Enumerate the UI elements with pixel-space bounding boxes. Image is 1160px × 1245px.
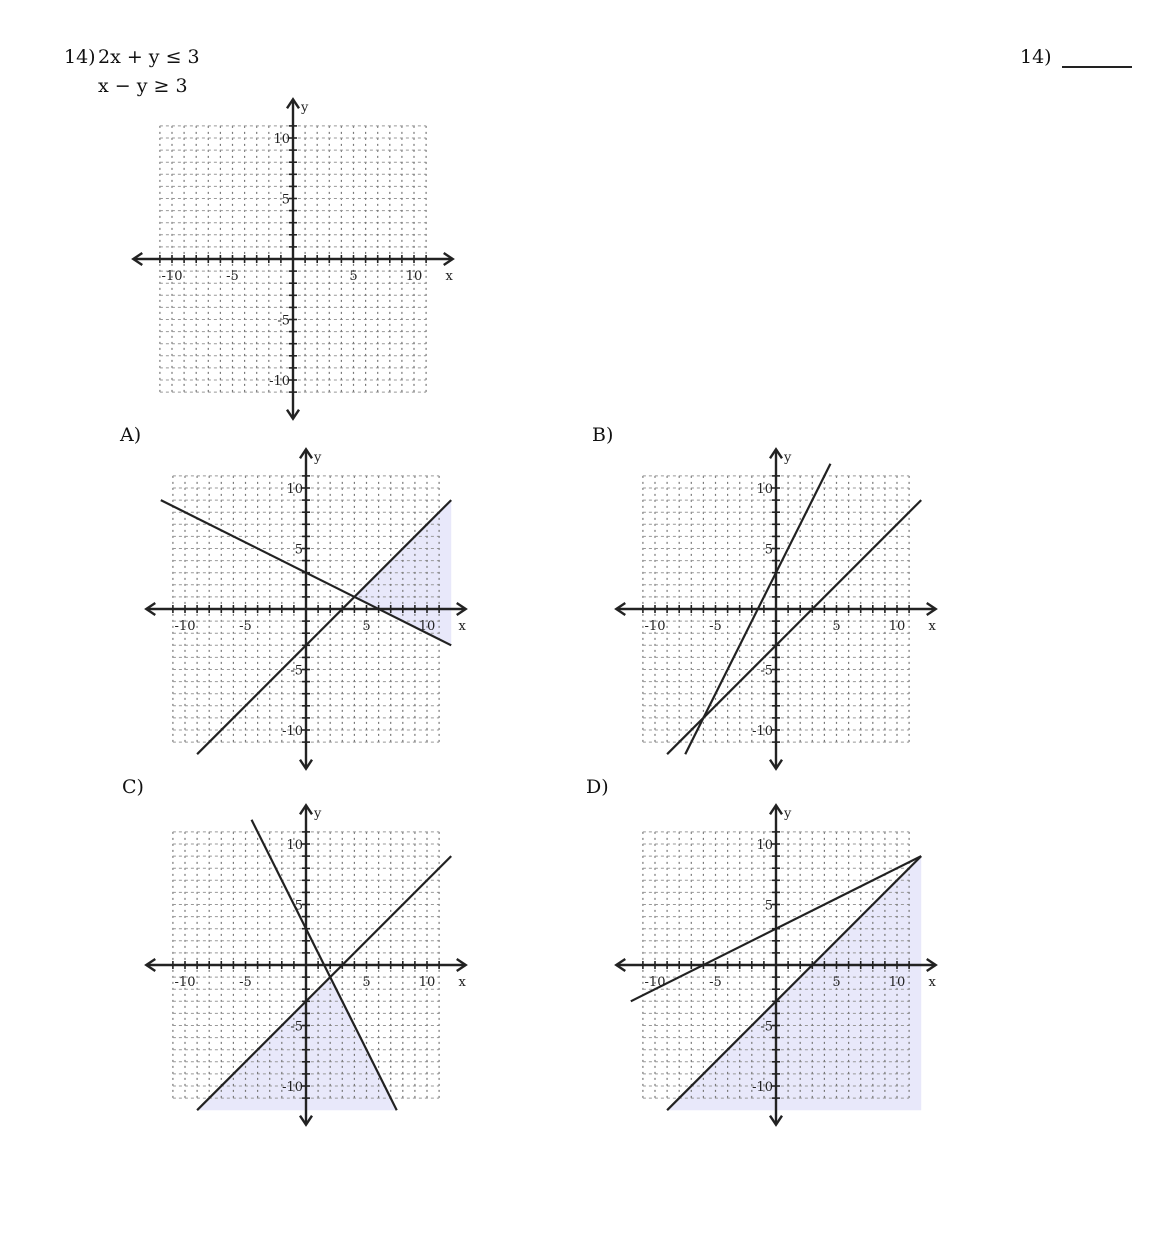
x-tick-label: -10 [644, 975, 666, 990]
x-tick-label: -5 [709, 975, 722, 990]
y-tick-label: -5 [760, 1019, 773, 1035]
x-tick-label: 5 [362, 619, 371, 634]
x-axis-label: x [445, 269, 453, 284]
x-tick-label: 5 [832, 975, 841, 990]
y-axis-label: y [784, 450, 792, 466]
x-tick-label: 10 [418, 619, 436, 634]
graph-choice-c [143, 802, 473, 1132]
y-tick-label: -5 [277, 313, 290, 329]
answer-blank[interactable] [1062, 66, 1132, 68]
y-axis-label: y [784, 806, 792, 822]
y-tick-label: -10 [269, 374, 290, 389]
y-tick-label: 10 [756, 482, 773, 497]
x-axis-label: x [928, 975, 936, 990]
y-tick-label: -10 [752, 724, 773, 739]
y-tick-label: 5 [294, 542, 303, 558]
y-tick-label: 10 [286, 838, 303, 853]
x-tick-label: 10 [418, 975, 436, 990]
x-tick-label: -5 [239, 975, 252, 990]
question-number: 14) [64, 46, 96, 68]
choice-label-d[interactable]: D) [586, 776, 609, 798]
y-tick-label: 5 [764, 898, 773, 914]
x-tick-label: 5 [349, 269, 358, 284]
y-tick-label: -5 [290, 1019, 303, 1035]
x-tick-label: 10 [888, 975, 906, 990]
x-tick-label: -10 [174, 619, 196, 634]
y-tick-label: 5 [764, 542, 773, 558]
x-tick-label: -5 [226, 269, 239, 284]
choice-label-c[interactable]: C) [122, 776, 144, 798]
y-axis-label: y [314, 806, 322, 822]
choice-label-b[interactable]: B) [592, 424, 614, 446]
x-tick-label: -10 [174, 975, 196, 990]
x-tick-label: 5 [362, 975, 371, 990]
x-tick-label: -5 [239, 619, 252, 634]
choice-label-a[interactable]: A) [120, 424, 142, 446]
x-axis-label: x [458, 975, 466, 990]
x-tick-label: -10 [161, 269, 183, 284]
inequality-2: x − y ≥ 3 [98, 75, 188, 97]
graph-choice-d [613, 802, 943, 1132]
y-tick-label: -10 [282, 724, 303, 739]
y-tick-label: 10 [286, 482, 303, 497]
y-tick-label: -5 [760, 663, 773, 679]
x-tick-label: -10 [644, 619, 666, 634]
x-tick-label: 10 [405, 269, 423, 284]
y-tick-label: 10 [273, 132, 290, 147]
x-tick-label: 10 [888, 619, 906, 634]
graph-choice-a [143, 446, 473, 776]
y-tick-label: 5 [281, 192, 290, 208]
x-axis-label: x [458, 619, 466, 634]
graph-blank [130, 96, 460, 426]
y-tick-label: 10 [756, 838, 773, 853]
y-tick-label: 5 [294, 898, 303, 914]
y-axis-label: y [314, 450, 322, 466]
y-tick-label: -5 [290, 663, 303, 679]
answer-number: 14) [1020, 46, 1052, 68]
inequality-1: 2x + y ≤ 3 [98, 46, 200, 68]
y-tick-label: -10 [282, 1080, 303, 1095]
x-tick-label: -5 [709, 619, 722, 634]
x-tick-label: 5 [832, 619, 841, 634]
x-axis-label: x [928, 619, 936, 634]
y-axis-label: y [301, 100, 309, 116]
y-tick-label: -10 [752, 1080, 773, 1095]
graph-choice-b [613, 446, 943, 776]
